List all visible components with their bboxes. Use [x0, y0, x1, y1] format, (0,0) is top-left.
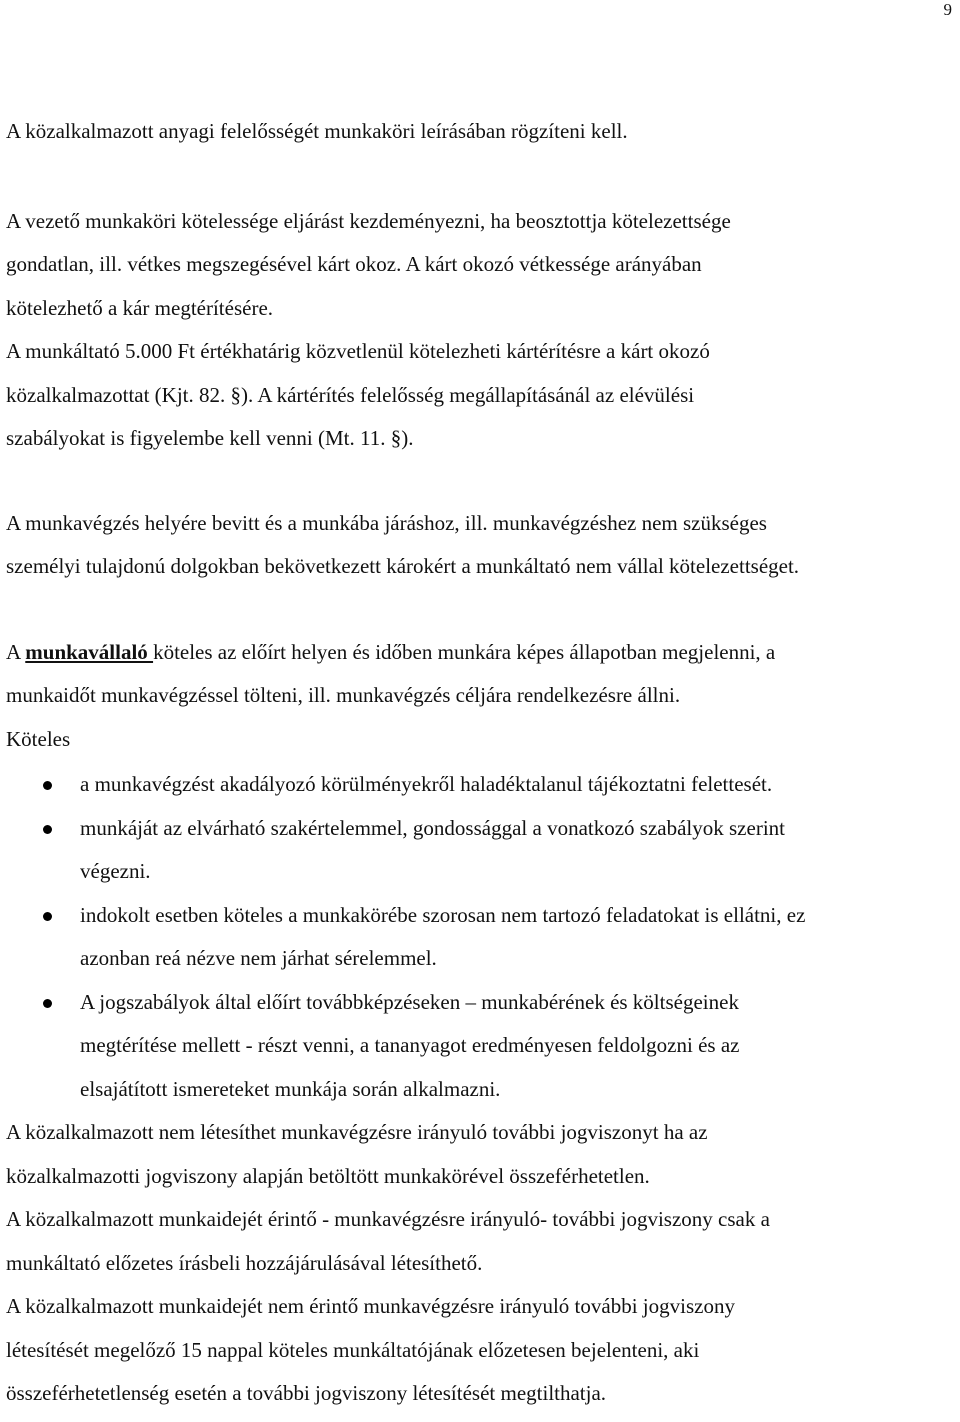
list-item	[6, 981, 956, 1112]
list-item	[6, 807, 956, 894]
text-fragment: A	[6, 639, 26, 664]
paragraph-employee-duties	[6, 631, 956, 762]
page-number: 9	[943, 0, 952, 19]
text-line: A közalkalmazott munkaidejét nem érintő munkavégzésre irányuló további jogviszony	[6, 1294, 735, 1318]
paragraph-manager-duty	[6, 200, 956, 461]
bullet-icon	[43, 781, 52, 790]
text-line: létesítését megelőző 15 nappal köteles munkáltatójának előzetesen bejelenteni, aki	[6, 1337, 700, 1362]
paragraph-personal-items	[6, 502, 956, 589]
text-line: A jogszabályok által előírt továbbképzéseken – munkabérének és költségeinek	[80, 989, 739, 1014]
text-line: a munkavégzést akadályozó körülményekről haladéktalanul tájékoztatni felettesét.	[80, 772, 773, 796]
text-line: Köteles	[6, 726, 71, 751]
text-fragment: köteles az előírt helyen és időben munkára képes állapotban megjelenni, a	[153, 639, 776, 664]
text-line: megtérítése mellett - részt venni, a tananyagot eredményesen feldolgozni és az	[80, 1033, 740, 1057]
paragraph-additional-employment	[6, 1111, 956, 1416]
text-line: munkaidőt munkavégzéssel tölteni, ill. munkavégzés céljára rendelkezésre állni.	[6, 683, 681, 707]
text-line: kötelezhető a kár megtérítésére.	[6, 295, 274, 320]
list-item	[6, 763, 956, 807]
text-line: A munkáltató 5.000 Ft értékhatárig közvetlenül kötelezheti kártérítésre a kárt okozó	[6, 339, 710, 363]
text-line: személyi tulajdonú dolgokban bekövetkezett károkért a munkáltató nem vállal kötelezettséget.	[6, 554, 800, 578]
text-line: közalkalmazotti jogviszony alapján betöltött munkakörével összeférhetetlen.	[6, 1163, 650, 1188]
document-body	[6, 110, 956, 1416]
bullet-icon	[43, 825, 52, 834]
bullet-icon	[43, 912, 52, 921]
text-line: A közalkalmazott nem létesíthet munkavégzésre irányuló további jogviszonyt ha az	[6, 1120, 708, 1144]
text-line: összeférhetetlenség esetén a további jogviszony létesítését megtilthatja.	[6, 1381, 607, 1405]
text-line: közalkalmazottat (Kjt. 82. §). A kártérítés felelősség megállapításánál az elévülési	[6, 382, 695, 407]
text-line: A vezető munkaköri kötelessége eljárást kezdeményezni, ha beosztottja kötelezettsége	[6, 208, 731, 233]
text-line: szabályokat is figyelembe kell venni (Mt. 11. §).	[6, 426, 414, 450]
text-line: munkáltató előzetes írásbeli hozzájárulásával létesíthető.	[6, 1250, 483, 1275]
text-line: A közalkalmazott munkaidejét érintő - munkavégzésre irányuló- további jogviszony csak a	[6, 1207, 770, 1231]
list-item	[6, 894, 956, 981]
text-line: azonban reá nézve nem járhat sérelemmel.	[80, 946, 437, 970]
text-line: A munkavégzés helyére bevitt és a munkába járáshoz, ill. munkavégzéshez nem szükséges	[6, 510, 767, 535]
bullet-icon	[43, 999, 52, 1008]
text-line	[6, 631, 956, 675]
text-line: végezni.	[80, 859, 151, 883]
text-line: indokolt esetben köteles a munkakörébe szorosan nem tartozó feladatokat is ellátni, ez	[80, 902, 806, 927]
paragraph-material-liability: A közalkalmazott anyagi felelősségét munkaköri leírásában rögzíteni kell.	[6, 119, 628, 143]
underlined-term: munkavállaló	[25, 639, 154, 664]
text-line: gondatlan, ill. vétkes megszegésével kárt okoz. A kárt okozó vétkessége arányában	[6, 252, 702, 276]
text-line: elsajátított ismereteket munkája során alkalmazni.	[80, 1076, 501, 1101]
text-line: munkáját az elvárható szakértelemmel, gondossággal a vonatkozó szabályok szerint	[80, 815, 785, 840]
duties-bullet-list	[6, 763, 956, 1111]
